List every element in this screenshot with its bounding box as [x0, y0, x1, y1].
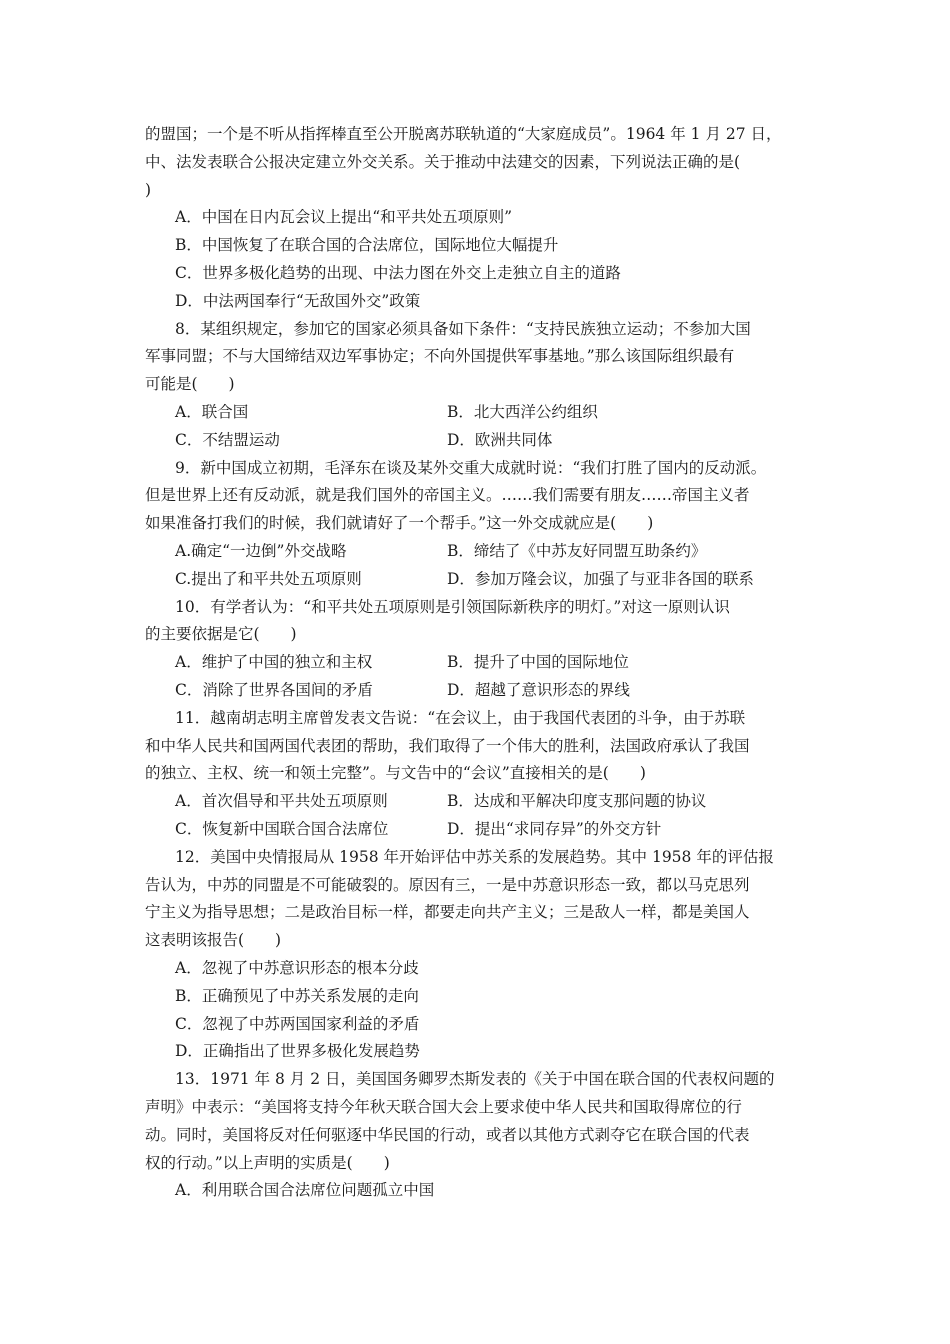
option-d: D．欧洲共同体	[447, 431, 553, 449]
text-line: 声明》中表示：“美国将支持今年秋天联合国大会上要求使中华人民共和国取得席位的行	[145, 1098, 742, 1116]
option-d: D．正确指出了世界多极化发展趋势	[175, 1042, 420, 1060]
option-c: C．恢复新中国联合国合法席位	[175, 820, 389, 838]
option-a: A．中国在日内瓦会议上提出“和平共处五项原则”	[175, 208, 513, 226]
option-a: A．维护了中国的独立和主权	[175, 653, 373, 671]
option-c: C．忽视了中苏两国国家利益的矛盾	[175, 1015, 420, 1033]
text-line: 这表明该报告( )	[145, 931, 282, 949]
option-a: A．首次倡导和平共处五项原则	[175, 792, 388, 810]
question-12: 12．美国中央情报局从 1958 年开始评估中苏关系的发展趋势。其中 1958 年的评估报	[175, 848, 774, 866]
text-line: 宁主义为指导思想；二是政治目标一样，都要走向共产主义；三是敌人一样，都是美国人	[145, 903, 750, 921]
option-a: A.确定“一边倒”外交战略	[175, 542, 347, 560]
text-line: 的主要依据是它( )	[145, 625, 297, 643]
text-line: 但是世界上还有反动派，就是我们国外的帝国主义。……我们需要有朋友……帝国主义者	[145, 486, 750, 504]
text-line: 军事同盟；不与大国缔结双边军事协定；不向外国提供军事基地。”那么该国际组织最有	[145, 347, 735, 365]
option-c: C.提出了和平共处五项原则	[175, 570, 362, 588]
text-line: 的盟国；一个是不听从指挥棒直至公开脱离苏联轨道的“大家庭成员”。1964 年 1 月 27 日，	[145, 125, 782, 143]
question-11: 11．越南胡志明主席曾发表文告说：“在会议上，由于我国代表团的斗争，由于苏联	[175, 709, 746, 727]
option-a: A．联合国	[175, 403, 249, 421]
text-line: 中、法发表联合公报决定建立外交关系。关于推动中法建交的因素，下列说法正确的是(	[145, 153, 741, 171]
option-c: C．不结盟运动	[175, 431, 280, 449]
text-line: 可能是( )	[145, 375, 235, 393]
option-b: B．达成和平解决印度支那问题的协议	[447, 792, 707, 810]
option-a: A．忽视了中苏意识形态的根本分歧	[175, 959, 419, 977]
option-b: B．中国恢复了在联合国的合法席位，国际地位大幅提升	[175, 236, 559, 254]
question-10: 10．有学者认为：“和平共处五项原则是引领国际新秩序的明灯。”对这一原则认识	[175, 598, 730, 616]
text-line: 的独立、主权、统一和领土完整”。与文告中的“会议”直接相关的是( )	[145, 764, 646, 782]
option-d: D．中法两国奉行“无敌国外交”政策	[175, 292, 421, 310]
question-13: 13．1971 年 8 月 2 日，美国国务卿罗杰斯发表的《关于中国在联合国的代表权问题的	[175, 1070, 775, 1088]
option-d: D．超越了意识形态的界线	[447, 681, 630, 699]
question-9: 9．新中国成立初期，毛泽东在谈及某外交重大成就时说：“我们打胜了国内的反动派。	[175, 459, 767, 477]
option-c: C．世界多极化趋势的出现、中法力图在外交上走独立自主的道路	[175, 264, 621, 282]
option-d: D．提出“求同存异”的外交方针	[447, 820, 662, 838]
question-8: 8．某组织规定，参加它的国家必须具备如下条件：“支持民族独立运动；不参加大国	[175, 320, 751, 338]
text-line: 如果准备打我们的时候，我们就请好了一个帮手。”这一外交成就应是( )	[145, 514, 654, 532]
text-line: )	[145, 181, 152, 199]
option-c: C．消除了世界各国间的矛盾	[175, 681, 373, 699]
option-b: B．缔结了《中苏友好同盟互助条约》	[447, 542, 707, 560]
option-b: B．正确预见了中苏关系发展的走向	[175, 987, 419, 1005]
option-d: D．参加万隆会议，加强了与亚非各国的联系	[447, 570, 754, 588]
text-line: 和中华人民共和国两国代表团的帮助，我们取得了一个伟大的胜利，法国政府承认了我国	[145, 737, 750, 755]
text-line: 告认为，中苏的同盟是不可能破裂的。原因有三，一是中苏意识形态一致，都以马克思列	[145, 876, 750, 894]
text-line: 动。同时，美国将反对任何驱逐中华民国的行动，或者以其他方式剥夺它在联合国的代表	[145, 1126, 750, 1144]
option-b: B．北大西洋公约组织	[447, 403, 598, 421]
option-a: A．利用联合国合法席位问题孤立中国	[175, 1181, 435, 1199]
option-b: B．提升了中国的国际地位	[447, 653, 629, 671]
text-line: 权的行动。”以上声明的实质是( )	[145, 1154, 390, 1172]
